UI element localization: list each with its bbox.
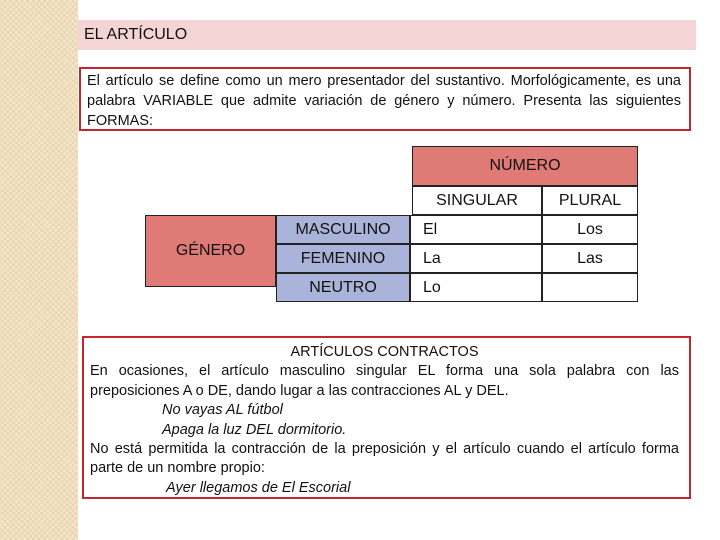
column-header-plural: PLURAL — [542, 186, 638, 215]
contracted-articles-box — [82, 336, 691, 499]
cell-masculino-plural: Los — [542, 215, 638, 244]
row-header-femenino: FEMENINO — [276, 244, 410, 273]
decorative-side-stripe — [0, 0, 78, 540]
row-header-neutro: NEUTRO — [276, 273, 410, 302]
contracted-paragraph-2: No está permitida la contracción de la preposición y el artículo cuando el artículo forma parte de un nombre propio: — [90, 441, 679, 477]
intro-paragraph: El artículo se define como un mero presentador del sustantivo. Morfológicamente, es una palabra VARIABLE que admite variación de género y número. Presenta las siguientes FORMAS: — [79, 67, 691, 131]
cell-neutro-plural — [542, 273, 638, 302]
genero-header: GÉNERO — [145, 215, 276, 287]
contracted-heading: ARTÍCULOS CONTRACTOS — [290, 344, 479, 360]
row-header-masculino: MASCULINO — [276, 215, 410, 244]
example-al: No vayas AL fútbol — [162, 402, 283, 419]
cell-femenino-plural: Las — [542, 244, 638, 273]
page-title: EL ARTÍCULO — [78, 20, 696, 50]
example-del: Apaga la luz DEL dormitorio. — [162, 421, 347, 438]
cell-neutro-singular: Lo — [410, 273, 542, 302]
column-header-singular: SINGULAR — [412, 186, 542, 215]
cell-masculino-singular: El — [410, 215, 542, 244]
numero-header: NÚMERO — [412, 146, 638, 186]
cell-femenino-singular: La — [410, 244, 542, 273]
contracted-paragraph-1: En ocasiones, el artículo masculino singular EL forma una sola palabra con las preposiciones A o DE, dando lugar a las contracciones AL y DEL. — [90, 363, 679, 399]
example-proper-name: Ayer llegamos de El Escorial — [166, 479, 351, 496]
